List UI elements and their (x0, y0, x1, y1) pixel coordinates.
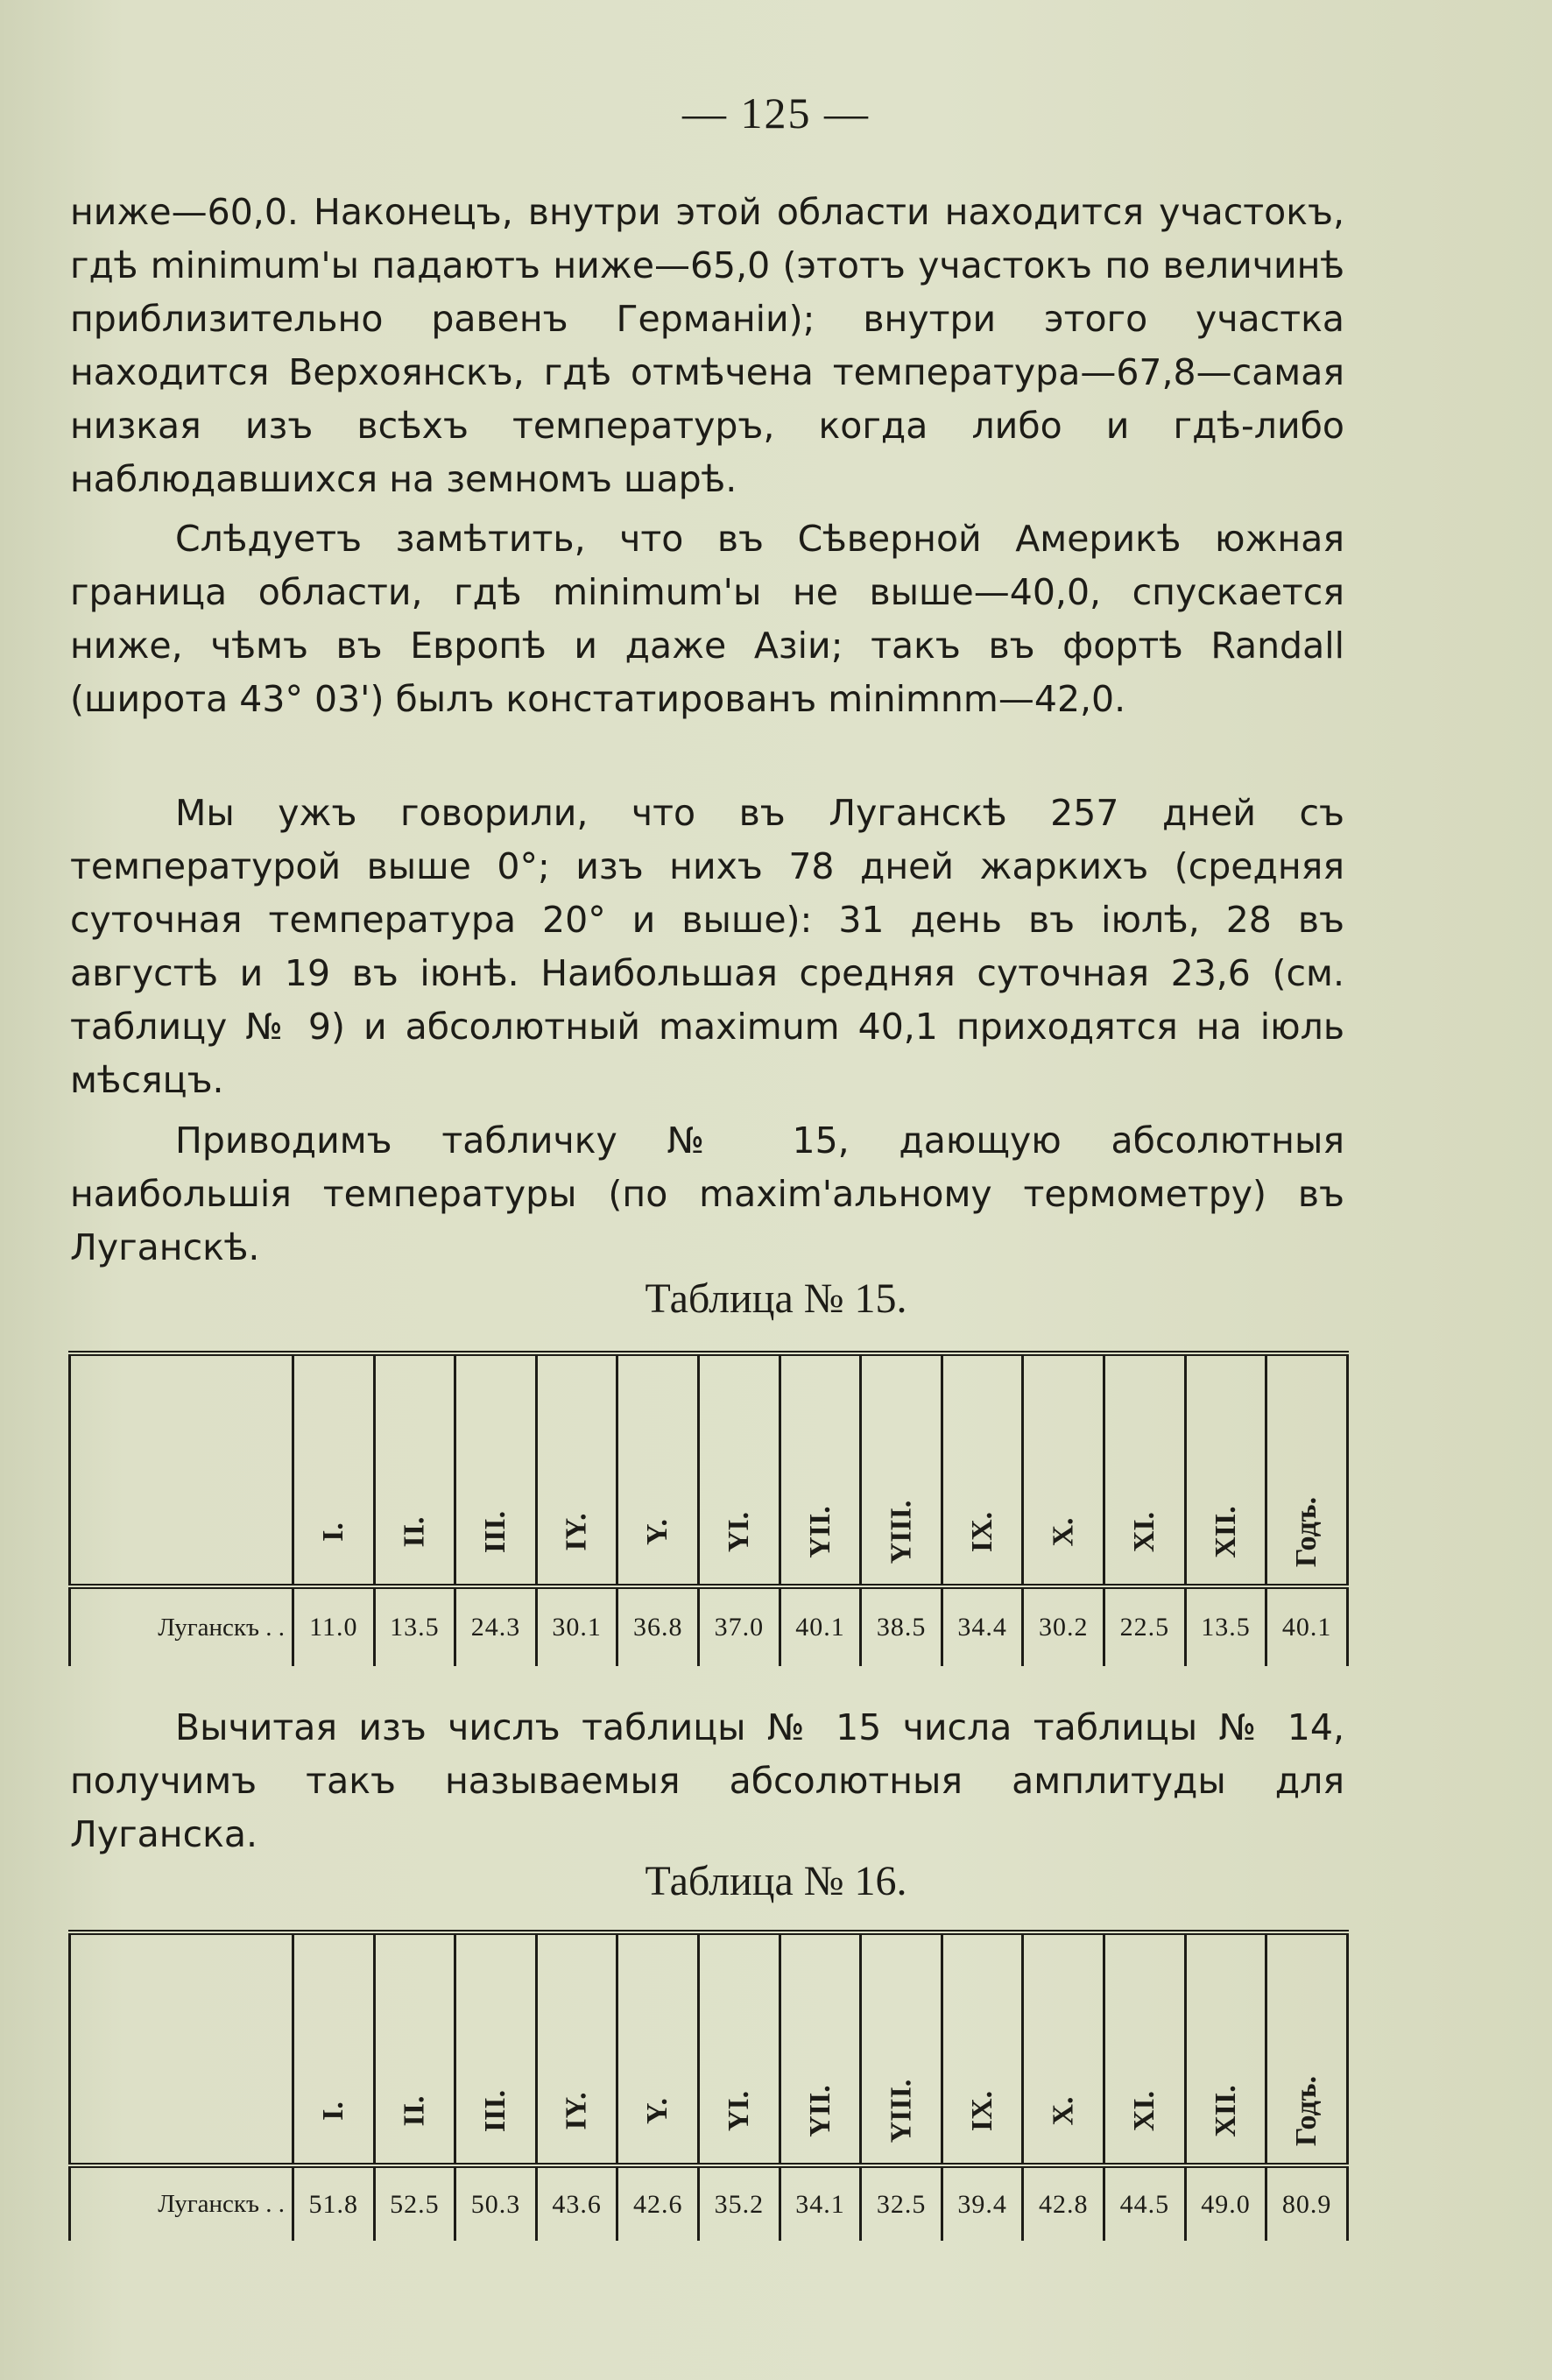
header-cell (780, 1932, 861, 2165)
column-label: YIII. (885, 2079, 918, 2143)
header-cell (1266, 1353, 1348, 1586)
paragraph-text: ниже—60,0. Наконецъ, внутри этой области находится участокъ, гдѣ minimum'ы падаютъ ниже—65,0 (этотъ участокъ по величинѣ приблизительно равенъ Германіи); внутри этого участка находится Верхоянскъ, гдѣ отмѣчена температура—67,8—самая низкая изъ всѣхъ температуръ, когда либо и гдѣ-либо наблюдавшихся на земномъ шарѣ. (70, 191, 1344, 500)
paragraph-1 (70, 186, 1344, 506)
row-label: Луганскъ . . (70, 2165, 293, 2241)
header-cell (699, 1353, 780, 1586)
table-16 (68, 1930, 1349, 2241)
column-label: YI. (722, 2090, 755, 2132)
table-cell: 22.5 (1104, 1586, 1186, 1666)
column-label: IX. (965, 1511, 998, 1553)
paragraph-4 (70, 1114, 1344, 1275)
table-cell: 51.8 (293, 2165, 375, 2241)
column-label: XI. (1127, 1511, 1160, 1553)
header-cell (699, 1932, 780, 2165)
table-cell: 50.3 (455, 2165, 537, 2241)
paragraph-2 (70, 512, 1344, 726)
table-header-row (70, 1353, 1348, 1586)
table-cell: 39.4 (942, 2165, 1023, 2241)
header-cell (942, 1932, 1023, 2165)
column-label: IY. (560, 1513, 593, 1551)
header-empty-cell (70, 1353, 293, 1586)
table-cell: 52.5 (374, 2165, 455, 2241)
column-label: IY. (560, 2092, 593, 2130)
column-label: III. (479, 2089, 512, 2133)
table-cell: 43.6 (536, 2165, 617, 2241)
header-cell (455, 1932, 537, 2165)
table-cell: 44.5 (1104, 2165, 1186, 2241)
header-cell (861, 1932, 942, 2165)
column-label: I. (316, 2101, 349, 2121)
table-16-caption: Таблица № 16. (645, 1858, 907, 1904)
table-cell: 13.5 (1185, 1586, 1266, 1666)
header-cell (1023, 1353, 1104, 1586)
table-cell: 40.1 (780, 1586, 861, 1666)
table-cell: 11.0 (293, 1586, 375, 1666)
table-row (70, 2165, 1348, 2241)
column-label: YII. (803, 1506, 836, 1558)
page-number: — 125 — (682, 88, 870, 138)
header-cell (1023, 1932, 1104, 2165)
column-label: II. (398, 2095, 431, 2127)
column-label: YI. (722, 1511, 755, 1553)
paragraph-text: Слѣдуетъ замѣтить, что въ Сѣверной Америкѣ южная граница области, гдѣ minimum'ы не выше—40,0, спускается ниже, чѣмъ въ Европѣ и даже Азіи; такъ въ фортѣ Randall (широта 43° 03') былъ констатированъ minimnm—42,0. (70, 518, 1344, 720)
header-cell (942, 1353, 1023, 1586)
table-15-caption: Таблица № 15. (645, 1275, 907, 1322)
header-cell (1266, 1932, 1348, 2165)
table-cell: 30.2 (1023, 1586, 1104, 1666)
table-cell: 34.4 (942, 1586, 1023, 1666)
column-label: II. (398, 1516, 431, 1548)
table-cell: 49.0 (1185, 2165, 1266, 2241)
table-row (70, 1586, 1348, 1666)
header-cell (374, 1932, 455, 2165)
header-cell (455, 1353, 537, 1586)
header-cell (780, 1353, 861, 1586)
header-empty-cell (70, 1932, 293, 2165)
table-cell: 34.1 (780, 2165, 861, 2241)
column-label: Годъ. (1290, 1496, 1323, 1568)
table-cell: 30.1 (536, 1586, 617, 1666)
column-label: XII. (1209, 2085, 1242, 2137)
header-cell (1104, 1932, 1186, 2165)
table-cell: 35.2 (699, 2165, 780, 2241)
table-cell: 36.8 (617, 1586, 699, 1666)
table-cell: 24.3 (455, 1586, 537, 1666)
header-cell (374, 1353, 455, 1586)
paragraph-text: Вычитая изъ числъ таблицы № 15 числа таблицы № 14, получимъ такъ называемыя абсолютныя амплитуды для Луганска. (70, 1706, 1344, 1855)
column-label: X. (1047, 1517, 1080, 1547)
column-label: IX. (965, 2090, 998, 2132)
column-label: Y. (641, 1519, 674, 1545)
table-cell: 38.5 (861, 1586, 942, 1666)
column-label: X. (1047, 2096, 1080, 2126)
paragraph-3 (70, 787, 1344, 1107)
column-label: YII. (803, 2085, 836, 2137)
header-cell (617, 1353, 699, 1586)
column-label: XII. (1209, 1506, 1242, 1558)
column-label: I. (316, 1522, 349, 1542)
table-cell: 42.8 (1023, 2165, 1104, 2241)
header-cell (1185, 1353, 1266, 1586)
column-label: XI. (1127, 2090, 1160, 2132)
table-cell: 13.5 (374, 1586, 455, 1666)
header-cell (293, 1353, 375, 1586)
table-15 (68, 1351, 1349, 1666)
header-cell (617, 1932, 699, 2165)
column-label: III. (479, 1510, 512, 1554)
table-cell: 40.1 (1266, 1586, 1348, 1666)
paragraph-5 (70, 1701, 1344, 1861)
header-cell (861, 1353, 942, 1586)
row-label: Луганскъ . . (70, 1586, 293, 1666)
header-cell (293, 1932, 375, 2165)
header-cell (1104, 1353, 1186, 1586)
table-cell: 80.9 (1266, 2165, 1348, 2241)
paragraph-text: Приводимъ табличку № 15, дающую абсолютныя наибольшія температуры (по maxim'альному термометру) въ Луганскѣ. (70, 1119, 1344, 1268)
table-header-row (70, 1932, 1348, 2165)
header-cell (1185, 1932, 1266, 2165)
table-cell: 37.0 (699, 1586, 780, 1666)
table-cell: 42.6 (617, 2165, 699, 2241)
paragraph-text: Мы ужъ говорили, что въ Луганскѣ 257 дней съ температурой выше 0°; изъ нихъ 78 дней жаркихъ (средняя суточная температура 20° и выше): 31 день въ іюлѣ, 28 въ августѣ и 19 въ іюнѣ. Наибольшая средняя суточная 23,6 (см. таблицу № 9) и абсолютный maximum 40,1 приходятся на іюль мѣсяцъ. (70, 792, 1344, 1101)
header-cell (536, 1353, 617, 1586)
column-label: YIII. (885, 1500, 918, 1564)
column-label: Годъ. (1290, 2075, 1323, 2147)
column-label: Y. (641, 2098, 674, 2124)
table-cell: 32.5 (861, 2165, 942, 2241)
header-cell (536, 1932, 617, 2165)
